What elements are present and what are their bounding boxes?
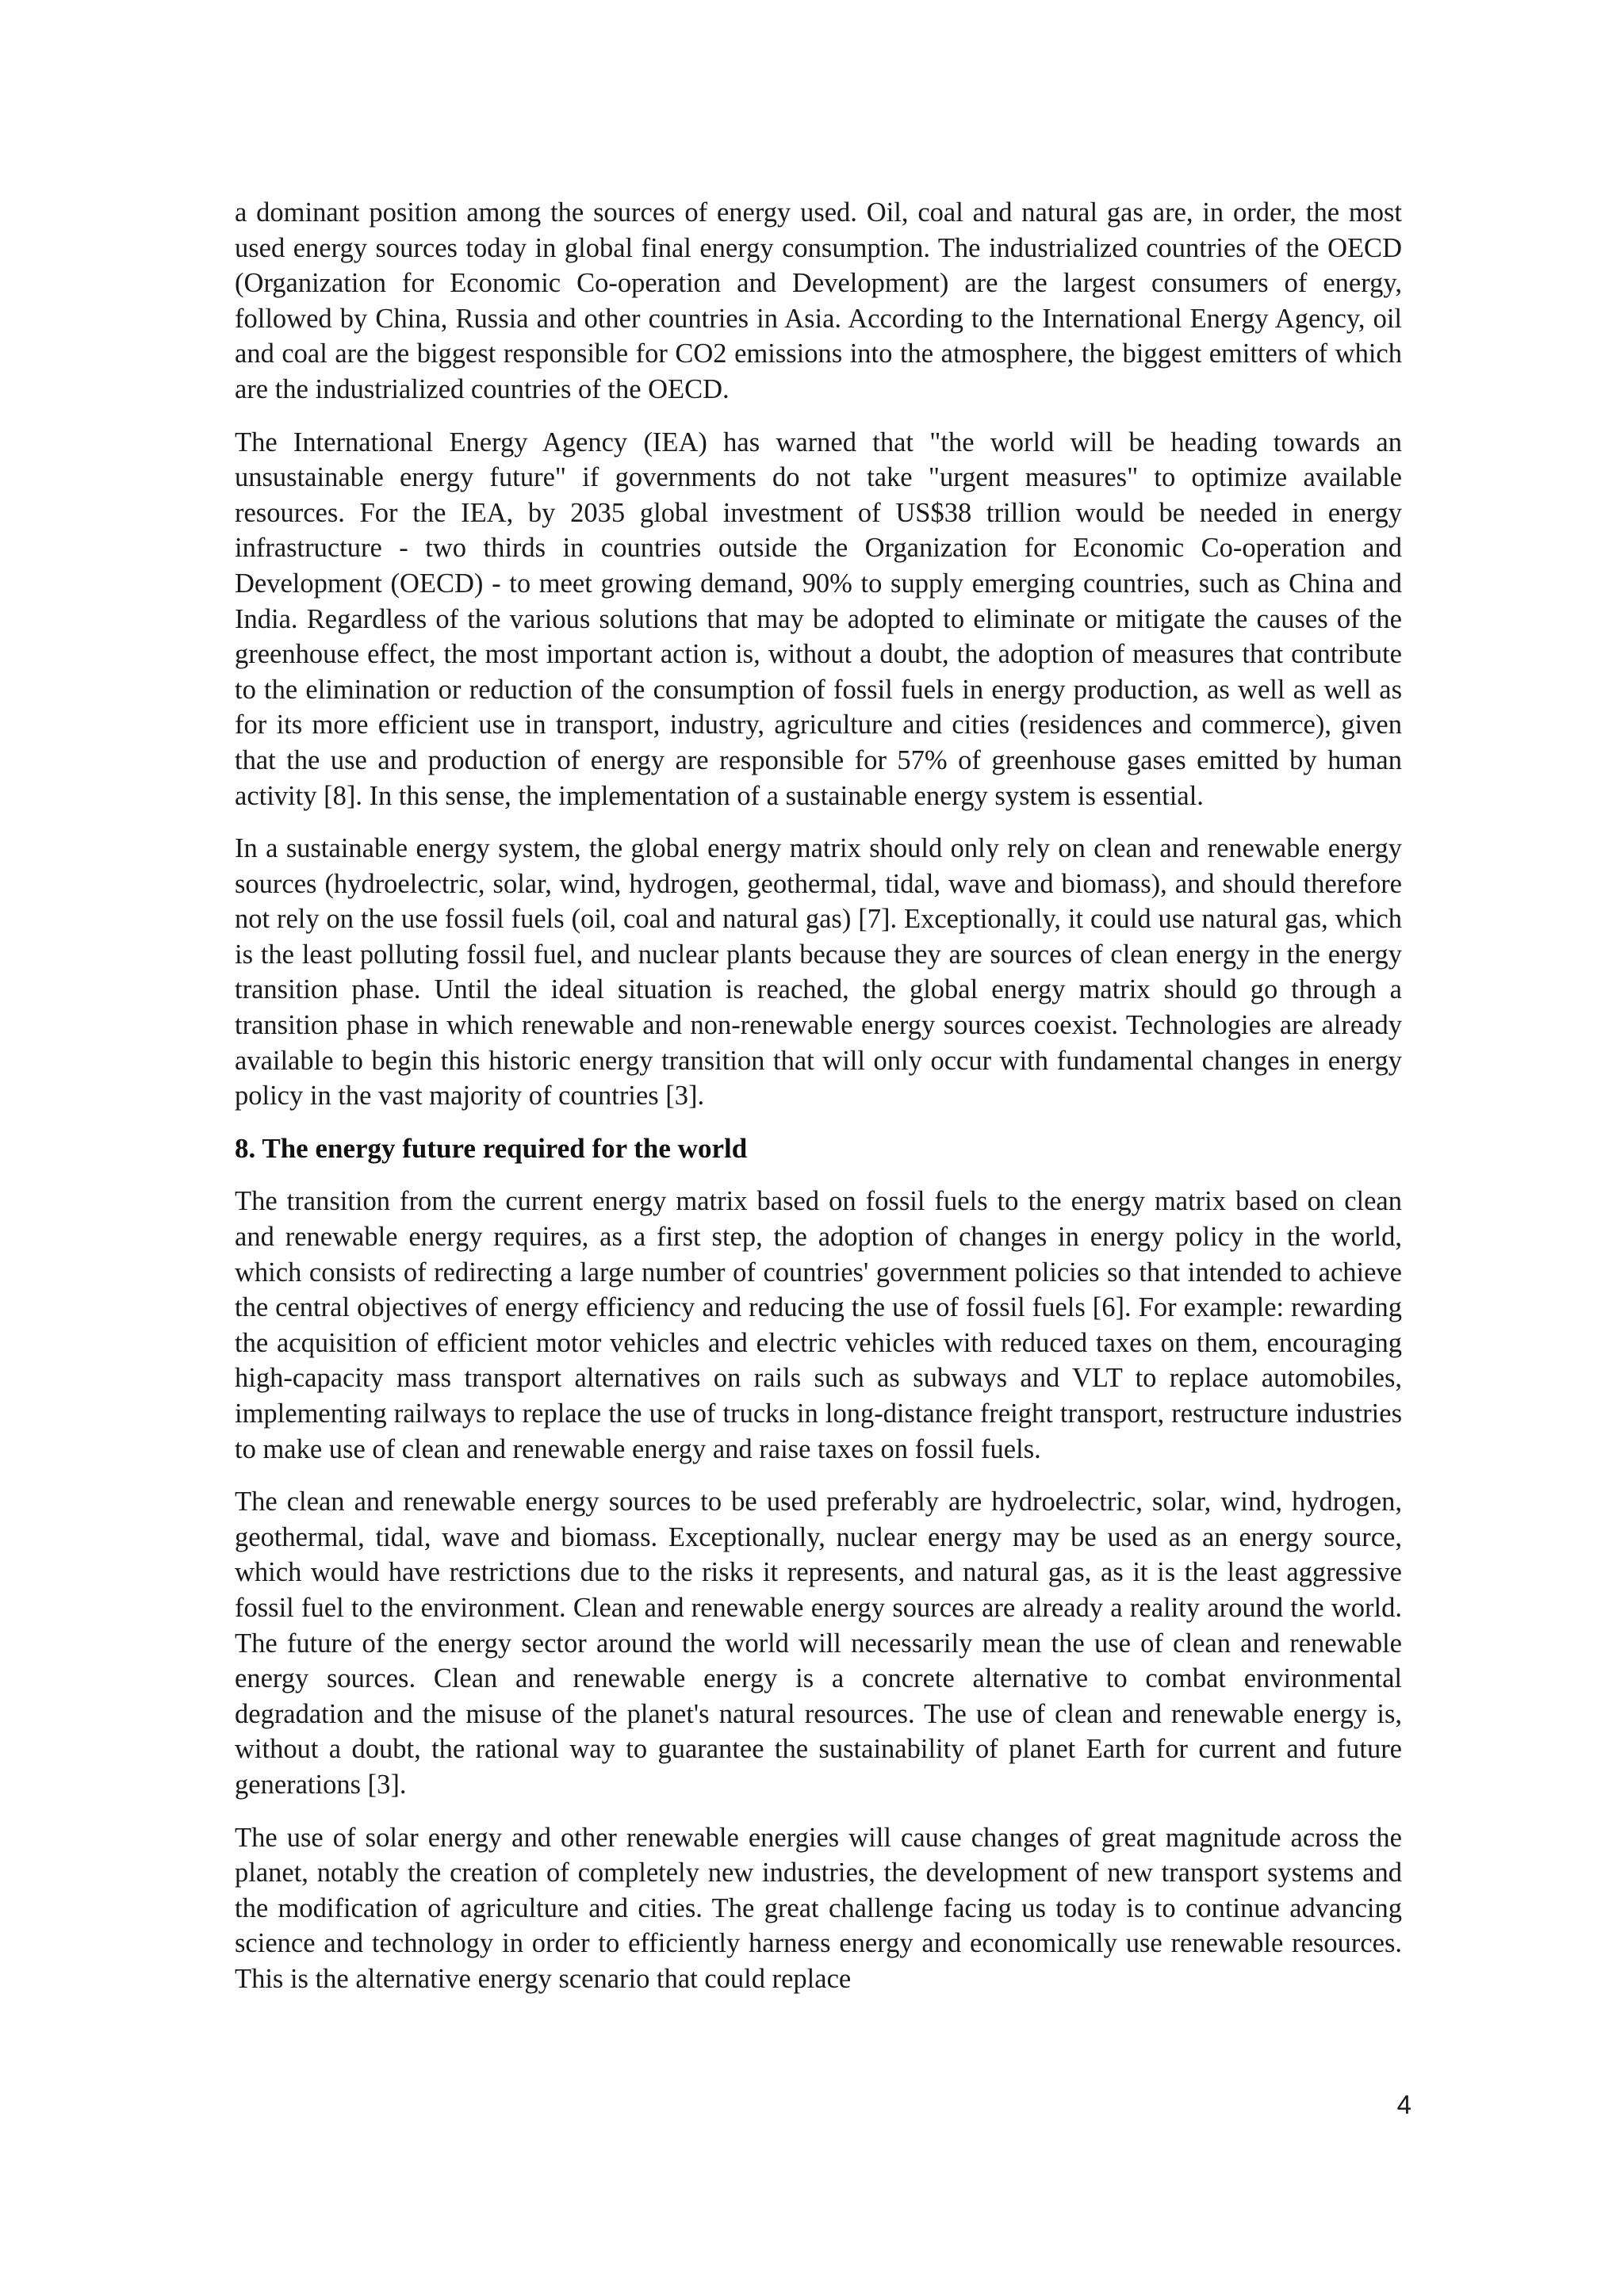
paragraph-energy-transition: The transition from the current energy matrix based on fossil fuels to the energy matrix based on clean and renewable energy requires, as a first step, the adoption of changes in energy policy in the world, which consists of redirecting a large number of countries' government policies so that intended to achieve the central objectives of energy efficiency and reducing the use of fossil fuels [6]. For example: rewarding the acquisition of efficient motor vehicles and electric vehicles with reduced taxes on them, encouraging high-capacity mass transport alternatives on rails such as subways and VLT to replace automobiles, implementing railways to replace the use of trucks in long-distance freight transport, restructure industries to make use of clean and renewable energy and raise taxes on fossil fuels. xyxy=(235,1186,1402,1464)
page-number: 4 xyxy=(1396,2090,1411,2119)
paragraph-iea-warning: The International Energy Agency (IEA) has warned that "the world will be heading towards an unsustainable energy future" if governments do not take "urgent measures" to optimize available resources. For the IEA, by 2035 global investment of US$38 trillion would be needed in energy infrastructure - two thirds in countries outside the Organization for Economic Co-operation and Development (OECD) - to meet growing demand, 90% to supply emerging countries, such as China and India. Regardless of the various solutions that may be adopted to eliminate or mitigate the causes of the greenhouse effect, the most important action is, without a doubt, the adoption of measures that contribute to the elimination or reduction of the consumption of fossil fuels in energy production, as well as well as for its more efficient use in transport, industry, agriculture and cities (residences and commerce), given that the use and production of energy are responsible for 57% of greenhouse gases emitted by human activity [8]. In this sense, the implementation of a sustainable energy system is essential. xyxy=(235,427,1402,811)
paragraph-solar-energy: The use of solar energy and other renewable energies will cause changes of great magnitude across the planet, notably the creation of completely new industries, the development of new transport systems and the modification of agriculture and cities. The great challenge facing us today is to continue advancing science and technology in order to efficiently harness energy and economically use renewable resources. This is the alternative energy scenario that could replace xyxy=(235,1822,1402,1994)
paragraph-renewable-sources: The clean and renewable energy sources to be used preferably are hydroelectric, solar, wind, hydrogen, geothermal, tidal, wave and biomass. Exceptionally, nuclear energy may be used as an energy source, which would have restrictions due to the risks it represents, and natural gas, as it is the least aggressive fossil fuel to the environment. Clean and renewable energy sources are already a reality around the world. The future of the energy sector around the world will necessarily mean the use of clean and renewable energy sources. Clean and renewable energy is a concrete alternative to combat environmental degradation and the misuse of the planet's natural resources. The use of clean and renewable energy is, without a doubt, the rational way to guarantee the sustainability of planet Earth for current and future generations [3]. xyxy=(235,1487,1402,1800)
page-body xyxy=(235,195,1402,2015)
section-heading: 8. The energy future required for the world xyxy=(235,1132,748,1164)
paragraph-sustainable-system: In a sustainable energy system, the global energy matrix should only rely on clean and renewable energy sources (hydroelectric, solar, wind, hydrogen, geothermal, tidal, wave and biomass), and should therefore not rely on the use fossil fuels (oil, coal and natural gas) [7]. Exceptionally, it could use natural gas, which is the least polluting fossil fuel, and nuclear plants because they are sources of clean energy in the energy transition phase. Until the ideal situation is reached, the global energy matrix should go through a transition phase in which renewable and non-renewable energy sources coexist. Technologies are already available to begin this historic energy transition that will only occur with fundamental changes in energy policy in the vast majority of countries [3]. xyxy=(235,833,1402,1112)
paragraph-oecd-consumption: a dominant position among the sources of energy used. Oil, coal and natural gas are, in order, the most used energy sources today in global final energy consumption. The industrialized countries of the OECD (Organization for Economic Co-operation and Development) are the largest consumers of energy, followed by China, Russia and other countries in Asia. According to the International Energy Agency, oil and coal are the biggest responsible for CO2 emissions into the atmosphere, the biggest emitters of which are the industrialized countries of the OECD. xyxy=(235,197,1402,404)
